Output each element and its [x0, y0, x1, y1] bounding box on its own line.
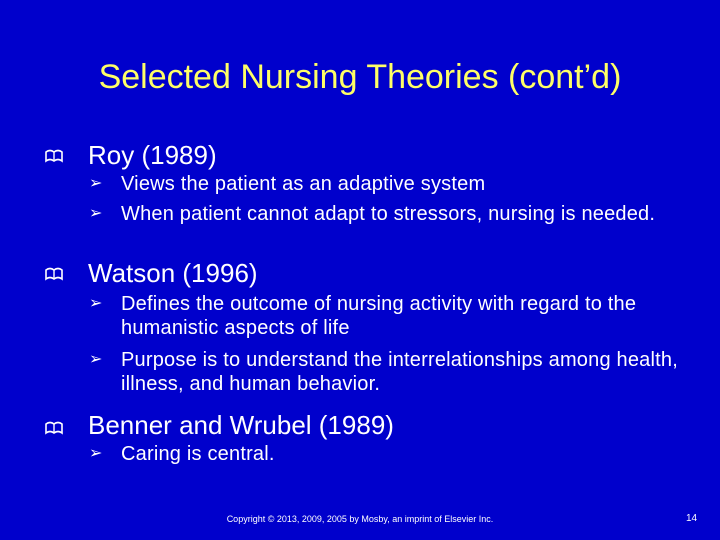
arrowhead-bullet-icon: ➢ [89, 351, 103, 368]
copyright-footer: Copyright © 2013, 2009, 2005 by Mosby, an imprint of Elsevier Inc. [226, 514, 494, 524]
page-number: 14 [686, 513, 698, 524]
section-heading-benner: Benner and Wrubel (1989) [88, 410, 394, 440]
book-bullet-icon [44, 146, 64, 166]
section-heading-watson: Watson (1996) [88, 258, 258, 288]
bullet-text: Views the patient as an adaptive system [121, 173, 486, 195]
book-bullet-icon [44, 264, 64, 284]
arrowhead-bullet-icon: ➢ [89, 205, 103, 222]
bullet-text: Caring is central. [121, 443, 275, 465]
bullet-text: Defines the outcome of nursing activity with regard to the humanistic aspects of life [121, 293, 637, 339]
slide-title: Selected Nursing Theories (cont’d) [98, 58, 622, 96]
bullet-text: Purpose is to understand the interrelationships among health, illness, and human behavior. [121, 349, 678, 395]
arrowhead-bullet-icon: ➢ [89, 175, 103, 192]
arrowhead-bullet-icon: ➢ [89, 295, 103, 312]
book-bullet-icon [44, 418, 64, 438]
bullet-text: When patient cannot adapt to stressors, nursing is needed. [121, 203, 656, 225]
arrowhead-bullet-icon: ➢ [89, 445, 103, 462]
section-heading-roy: Roy (1989) [88, 140, 217, 170]
